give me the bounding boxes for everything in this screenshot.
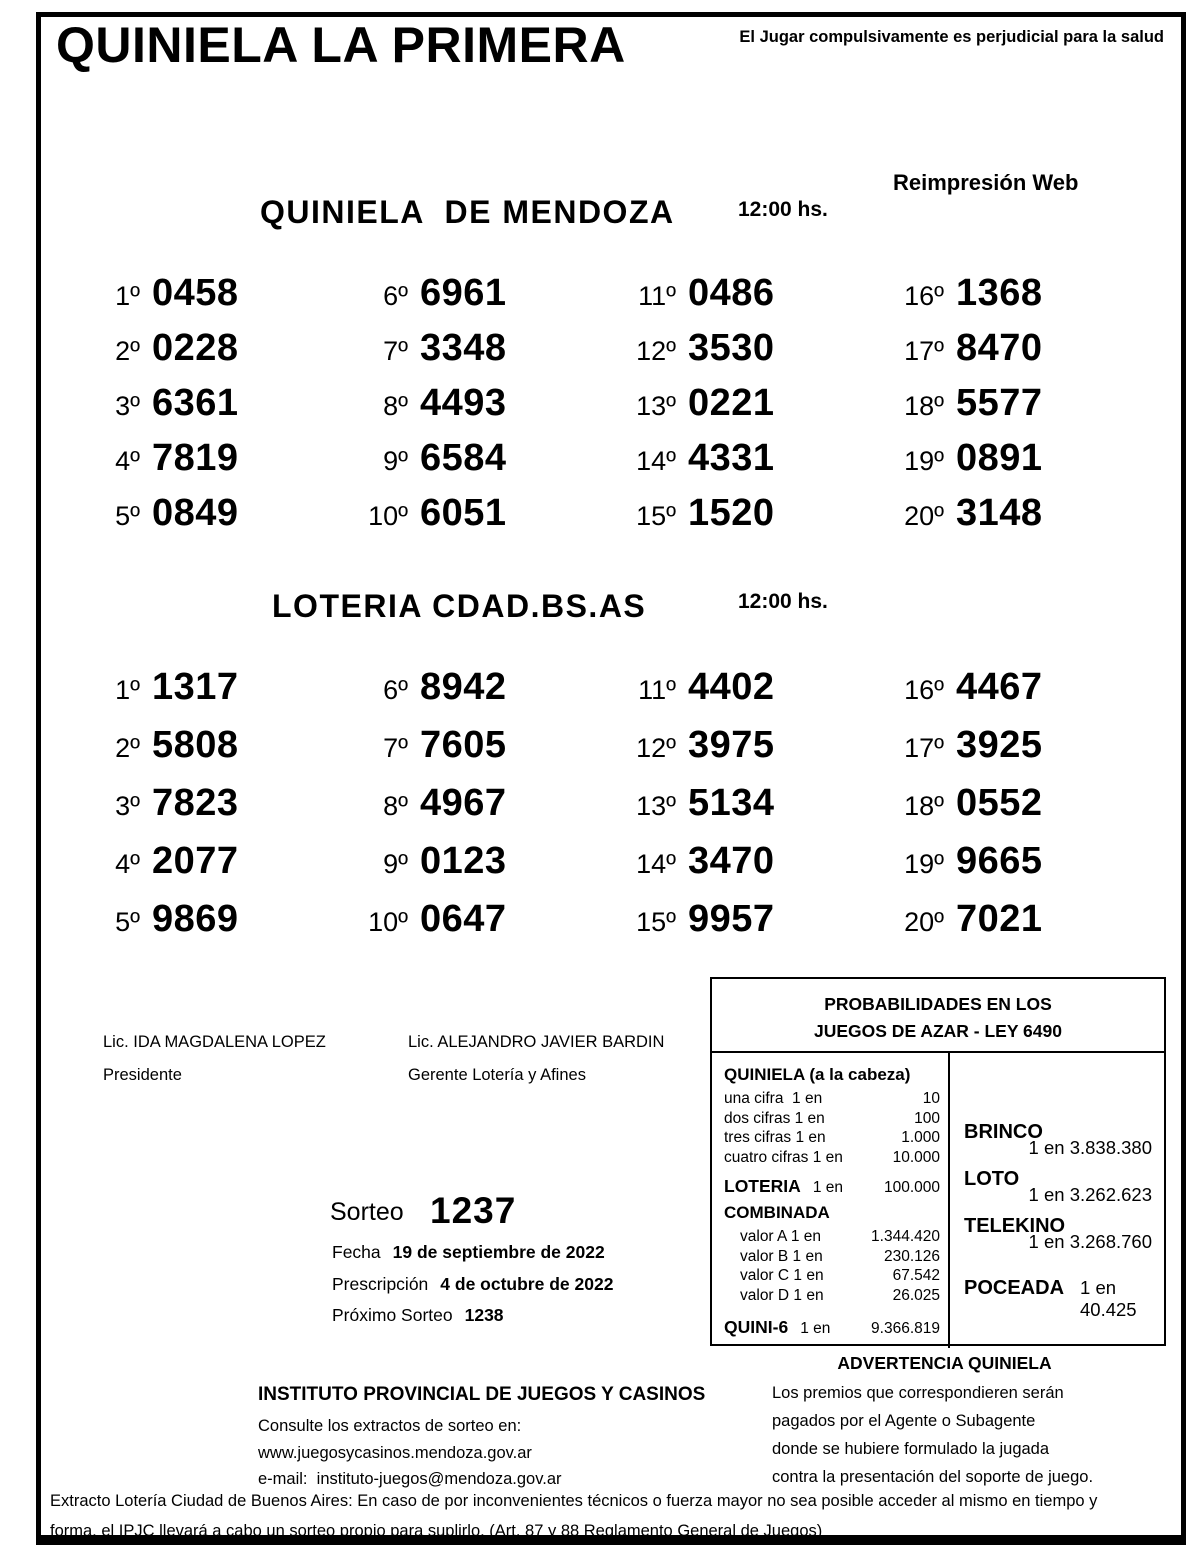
next-draw-value: 1238 [464, 1305, 504, 1325]
result-item [88, 724, 338, 782]
probabilities-title [712, 979, 1164, 1053]
advertencia-line: Los premios que correspondieren serán [772, 1384, 1064, 1402]
probabilities-title-line2: JUEGOS DE AZAR - LEY 6490 [814, 1021, 1062, 1042]
quiniela-odds-header: QUINIELA (a la cabeza) [724, 1065, 911, 1084]
probabilities-box [710, 977, 1166, 1346]
prescription-label: Prescripción [332, 1274, 429, 1294]
result-position: 6º [383, 675, 408, 705]
other-games-odds [964, 1121, 1152, 1253]
result-number: 0486 [688, 272, 775, 314]
result-position: 5º [115, 907, 140, 937]
result-item [88, 327, 338, 382]
result-item [892, 724, 1142, 782]
result-position: 14º [636, 446, 676, 476]
institute-block [258, 1384, 705, 1493]
result-item [624, 782, 874, 840]
prescription-value: 4 de octubre de 2022 [440, 1274, 614, 1294]
result-position: 12º [636, 733, 676, 763]
result-number: 8942 [420, 666, 507, 708]
result-position: 11º [638, 281, 676, 311]
result-number: 9957 [688, 898, 775, 940]
result-item [88, 782, 338, 840]
result-item [892, 382, 1142, 437]
result-position: 4º [115, 446, 140, 476]
prescription-row [332, 1274, 613, 1295]
official-president [103, 1033, 326, 1085]
result-position: 2º [115, 336, 140, 366]
result-position: 10º [368, 907, 408, 937]
results-column [892, 666, 1142, 956]
result-position: 7º [383, 336, 408, 366]
sorteo-number: 1237 [430, 1190, 517, 1231]
probability-row [724, 1089, 940, 1109]
probabilities-left-column [712, 1053, 950, 1348]
result-number: 3975 [688, 724, 775, 766]
result-item [892, 666, 1142, 724]
quiniela-odds-rows [724, 1089, 940, 1167]
result-item [88, 492, 338, 547]
loteria-odds-mid: 1 en [812, 1179, 843, 1196]
result-number: 3470 [688, 840, 775, 882]
result-number: 3530 [688, 327, 775, 369]
advertencia-line: contra la presentación del soporte de juego. [772, 1468, 1094, 1486]
official-manager [408, 1033, 664, 1085]
result-position: 15º [636, 907, 676, 937]
result-number: 8470 [956, 327, 1043, 369]
result-number: 5808 [152, 724, 239, 766]
result-item [356, 666, 606, 724]
sorteo-label: Sorteo [330, 1198, 404, 1226]
institute-name: INSTITUTO PROVINCIAL DE JUEGOS Y CASINOS [258, 1384, 706, 1405]
result-position: 13º [636, 391, 676, 421]
game-name: LOTO [964, 1168, 1020, 1190]
result-position: 10º [368, 501, 408, 531]
result-item [88, 437, 338, 492]
result-item [624, 437, 874, 492]
result-position: 9º [383, 849, 408, 879]
result-position: 15º [636, 501, 676, 531]
combinada-odds-rows [724, 1227, 940, 1305]
result-number: 2077 [152, 840, 239, 882]
result-position: 13º [636, 791, 676, 821]
result-number: 4967 [420, 782, 507, 824]
result-number: 1317 [152, 666, 239, 708]
probability-value: 230.126 [883, 1247, 940, 1265]
result-item [356, 272, 606, 327]
results-column [356, 272, 606, 547]
probability-value: 67.542 [892, 1267, 940, 1284]
game-name: BRINCO [964, 1121, 1043, 1143]
combinada-odds-header: COMBINADA [724, 1203, 830, 1222]
advertencia-line: pagados por el Agente o Subagente [772, 1412, 1036, 1430]
bsas-section-title: LOTERIA CDAD.BS.AS [272, 588, 647, 624]
result-number: 4402 [688, 666, 775, 708]
probability-label: valor B 1 en [740, 1247, 823, 1265]
result-position: 8º [383, 391, 408, 421]
probability-row [724, 1247, 940, 1267]
loteria-odds-name: LOTERIA [724, 1176, 801, 1196]
result-number: 0849 [152, 492, 239, 534]
quini6-odds-value: 9.366.819 [871, 1320, 940, 1337]
loteria-odds-value: 100.000 [883, 1179, 940, 1196]
result-item [624, 898, 874, 956]
result-position: 14º [636, 849, 676, 879]
game-odds [964, 1168, 1152, 1206]
probability-value: 1.000 [901, 1129, 940, 1146]
result-number: 9665 [956, 840, 1043, 882]
result-position: 5º [115, 501, 140, 531]
footer-disclaimer [50, 1486, 1175, 1546]
result-item [88, 898, 338, 956]
result-number: 3925 [956, 724, 1043, 766]
result-number: 4493 [420, 382, 507, 424]
results-column [624, 666, 874, 956]
advertencia-line: donde se hubiere formulado la jugada [772, 1440, 1050, 1458]
result-number: 7819 [152, 437, 239, 479]
result-position: 18º [904, 391, 944, 421]
official-name: Lic. IDA MAGDALENA LOPEZ [103, 1033, 326, 1051]
probability-label: valor C 1 en [740, 1267, 824, 1284]
probability-value: 1.344.420 [871, 1228, 940, 1245]
mendoza-section-title: QUINIELA DE MENDOZA [260, 194, 675, 230]
result-item [356, 382, 606, 437]
game-value: 1 en 3.268.760 [1028, 1231, 1152, 1252]
poceada-odds-name: POCEADA [964, 1277, 1065, 1299]
loteria-odds-row [724, 1176, 940, 1197]
result-item [892, 782, 1142, 840]
probability-row [724, 1128, 940, 1148]
result-position: 2º [115, 733, 140, 763]
result-position: 6º [383, 281, 408, 311]
result-number: 0221 [688, 382, 775, 424]
probability-value: 100 [914, 1109, 940, 1127]
quini6-odds-name: QUINI-6 [724, 1317, 789, 1337]
result-item [88, 840, 338, 898]
probability-label: valor A 1 en [740, 1228, 822, 1245]
probabilities-body [712, 1053, 1164, 1348]
probability-row [724, 1109, 940, 1129]
result-item [892, 327, 1142, 382]
result-item [624, 492, 874, 547]
footer-line-2: forma, el IPJC llevará a cabo un sorteo propio para suplirlo. (Art. 87 y 88 Reglamento General de Juegos) [50, 1522, 823, 1540]
mendoza-draw-time: 12:00 hs. [738, 198, 828, 221]
result-number: 0891 [956, 437, 1043, 479]
health-warning-text: El Jugar compulsivamente es perjudicial para la salud [739, 28, 1164, 46]
advertencia-lines [772, 1379, 1117, 1491]
official-role: Gerente Lotería y Afines [408, 1066, 586, 1084]
result-number: 4331 [688, 437, 775, 479]
result-item [624, 724, 874, 782]
result-number: 7823 [152, 782, 239, 824]
result-item [892, 437, 1142, 492]
result-position: 3º [115, 391, 140, 421]
result-position: 16º [904, 281, 944, 311]
result-number: 7021 [956, 898, 1043, 940]
result-number: 5134 [688, 782, 775, 824]
probability-value: 10.000 [892, 1148, 940, 1166]
result-position: 9º [383, 446, 408, 476]
bsas-results-grid [88, 666, 1142, 956]
results-column [892, 272, 1142, 547]
result-number: 6961 [420, 272, 507, 314]
results-column [88, 272, 338, 547]
result-item [624, 327, 874, 382]
result-number: 6584 [420, 437, 507, 479]
result-position: 20º [904, 501, 944, 531]
probability-row [724, 1266, 940, 1286]
poceada-odds-value: 1 en 40.425 [1080, 1277, 1137, 1320]
quini6-odds-row [724, 1317, 940, 1338]
result-item [356, 782, 606, 840]
result-item [892, 840, 1142, 898]
result-item [356, 898, 606, 956]
result-position: 1º [115, 675, 140, 705]
probabilities-title-line1: PROBABILIDADES EN LOS [824, 994, 1052, 1014]
game-value: 1 en 3.838.380 [1028, 1137, 1152, 1158]
probabilities-right-column [950, 1053, 1164, 1348]
probability-row [724, 1227, 940, 1247]
result-item [88, 382, 338, 437]
result-position: 19º [904, 446, 944, 476]
result-position: 20º [904, 907, 944, 937]
draw-date-row [332, 1242, 605, 1263]
probability-row [724, 1148, 940, 1168]
bsas-draw-time: 12:00 hs. [738, 590, 828, 613]
result-number: 6361 [152, 382, 239, 424]
result-number: 4467 [956, 666, 1043, 708]
institute-email: e-mail: instituto-juegos@mendoza.gov.ar [258, 1470, 562, 1488]
result-item [356, 724, 606, 782]
probability-label: una cifra 1 en [724, 1090, 823, 1107]
result-position: 17º [904, 733, 944, 763]
result-item [356, 327, 606, 382]
result-number: 6051 [420, 492, 507, 534]
result-position: 7º [383, 733, 408, 763]
result-item [624, 272, 874, 327]
result-position: 16º [904, 675, 944, 705]
game-name: TELEKINO [964, 1215, 1066, 1237]
advertencia-block [772, 1353, 1117, 1491]
result-item [892, 898, 1142, 956]
result-item [356, 492, 606, 547]
result-number: 0458 [152, 272, 239, 314]
result-number: 0647 [420, 898, 507, 940]
results-column [88, 666, 338, 956]
result-number: 7605 [420, 724, 507, 766]
result-position: 19º [904, 849, 944, 879]
result-number: 3148 [956, 492, 1043, 534]
result-position: 4º [115, 849, 140, 879]
next-draw-label: Próximo Sorteo [332, 1305, 453, 1325]
result-number: 0552 [956, 782, 1043, 824]
institute-consult-line: Consulte los extractos de sorteo en: [258, 1417, 522, 1435]
results-column [624, 272, 874, 547]
official-name: Lic. ALEJANDRO JAVIER BARDIN [408, 1033, 665, 1051]
reprint-label: Reimpresión Web [893, 170, 1079, 195]
probability-label: cuatro cifras 1 en [724, 1148, 843, 1166]
game-odds [964, 1121, 1152, 1159]
result-position: 3º [115, 791, 140, 821]
result-position: 18º [904, 791, 944, 821]
probability-row [724, 1286, 940, 1306]
result-item [356, 437, 606, 492]
result-number: 0228 [152, 327, 239, 369]
page-title: QUINIELA LA PRIMERA [56, 17, 626, 73]
next-draw-row [332, 1305, 504, 1326]
result-number: 9869 [152, 898, 239, 940]
result-position: 1º [115, 281, 140, 311]
result-number: 5577 [956, 382, 1043, 424]
result-position: 17º [904, 336, 944, 366]
quini6-odds-mid: 1 en [800, 1320, 831, 1337]
result-item [892, 272, 1142, 327]
probability-label: dos cifras 1 en [724, 1109, 825, 1127]
result-number: 3348 [420, 327, 507, 369]
result-item [624, 840, 874, 898]
footer-line-1: Extracto Lotería Ciudad de Buenos Aires: En caso de por inconvenientes técnicos o fuerza mayor no sea posible acceder al mismo en tiempo y [50, 1492, 1098, 1510]
result-position: 11º [638, 675, 676, 705]
result-number: 0123 [420, 840, 507, 882]
official-role: Presidente [103, 1066, 182, 1084]
probability-label: tres cifras 1 en [724, 1129, 826, 1146]
result-number: 1368 [956, 272, 1043, 314]
result-item [356, 840, 606, 898]
result-item [624, 382, 874, 437]
mendoza-results-grid [88, 272, 1142, 547]
result-item [88, 666, 338, 724]
draw-date-value: 19 de septiembre de 2022 [392, 1242, 605, 1262]
result-item [88, 272, 338, 327]
result-item [624, 666, 874, 724]
probability-label: valor D 1 en [740, 1286, 824, 1304]
probability-value: 26.025 [892, 1286, 940, 1304]
probability-value: 10 [922, 1090, 940, 1107]
advertencia-title: ADVERTENCIA QUINIELA [837, 1353, 1052, 1373]
institute-website: www.juegosycasinos.mendoza.gov.ar [258, 1443, 532, 1462]
draw-date-label: Fecha [332, 1242, 381, 1262]
result-item [892, 492, 1142, 547]
result-position: 12º [636, 336, 676, 366]
game-odds [964, 1215, 1152, 1253]
result-position: 8º [383, 791, 408, 821]
game-value: 1 en 3.262.623 [1028, 1184, 1152, 1205]
result-number: 1520 [688, 492, 775, 534]
results-column [356, 666, 606, 956]
poceada-odds-row [964, 1277, 1152, 1321]
